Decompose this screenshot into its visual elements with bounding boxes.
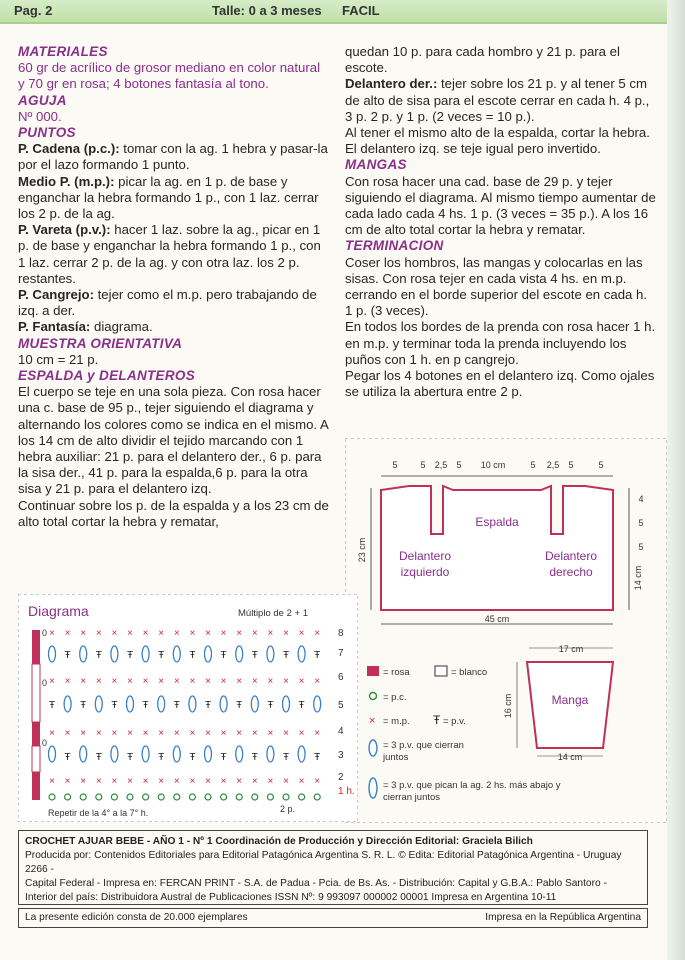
mp-symbol: × [298, 628, 305, 639]
legend-pv: = p.v. [443, 716, 466, 727]
mp-symbol: × [205, 776, 211, 787]
mp-symbol: × [236, 676, 243, 687]
mp-symbol: × [251, 776, 258, 787]
mp-symbol: × [158, 728, 165, 739]
legend-rosa: = rosa [383, 667, 410, 678]
label-23cm: 23 cm [357, 537, 367, 563]
label-espalda: Espalda [475, 515, 519, 529]
mp-symbol: × [142, 628, 149, 639]
mp-symbol: × [142, 676, 149, 687]
pv-symbol: Ŧ [173, 700, 180, 711]
pv-symbol: Ŧ [126, 650, 134, 661]
mp-symbol: × [49, 776, 55, 787]
garment-outline [381, 486, 613, 610]
mp-symbol: × [205, 676, 211, 687]
row-7: 7 [338, 648, 344, 659]
pv-symbol: Ŧ [158, 650, 165, 661]
pv-symbol: Ŧ [95, 752, 102, 763]
m-25a: 2,5 [434, 460, 448, 470]
legend-blanco-swatch [435, 666, 447, 676]
legend-cluster2-a: = 3 p.v. que pican la ag. 2 hs. más abajo y [383, 780, 561, 791]
pv-symbol: Ŧ [95, 650, 102, 661]
row-6: 6 [338, 672, 344, 683]
difficulty: FACIL [342, 3, 380, 18]
mp-symbol: × [111, 776, 118, 787]
credits-box [18, 830, 648, 905]
mp-symbol: × [173, 676, 180, 687]
pv-symbol: Ŧ [298, 700, 305, 711]
terminacion-1: Coser los hombros, las mangas y colocarlas en las sisas. Con rosa tejer en cada vista 4 hs. en m.p. cerrando en el borde superior del escote en cada h. 1 p. (3 veces). [345, 254, 648, 319]
pv-symbol: Ŧ [126, 752, 134, 763]
m-5a: 5 [392, 460, 398, 470]
mp-symbol: × [283, 628, 289, 639]
muestra-text: 10 cm = 21 p. [18, 351, 99, 367]
mp-symbol: × [127, 776, 133, 787]
label-manga: Manga [551, 693, 589, 707]
right-text-2: Al tener el mismo alto de la espalda, cortar la hebra. El delantero izq. se teje igual pero invertido. [345, 125, 650, 157]
materiales-text: 60 gr de acrílico de grosor mediano en color natural y 70 gr en rosa; 4 botones fantasía al tono. [18, 60, 321, 92]
label-r4: 4 [638, 494, 644, 504]
mp-symbol: × [251, 676, 258, 687]
label-del-izq-1: Delantero [398, 549, 452, 563]
mp-symbol: × [64, 728, 71, 739]
heading-aguja: AGUJA [18, 92, 67, 108]
mp-symbol: × [314, 676, 321, 687]
mp-symbol: × [298, 728, 305, 739]
mp-symbol: × [64, 628, 71, 639]
mp-symbol: × [158, 628, 165, 639]
delantero-der: Delantero der.: tejer sobre los 21 p. y al tener 5 cm de alto de sisa para el escote cerrar en cada h. 4 p., 3 p. 2 p. y 1 p. (2 veces = 10 p.). [345, 76, 650, 124]
mp-symbol: × [189, 776, 196, 787]
legend-pv-symbol: Ŧ [433, 713, 441, 727]
m-5c: 5 [456, 460, 462, 470]
row-4: 4 [338, 726, 344, 737]
mp-symbol: × [80, 628, 87, 639]
legend-cluster1-a: = 3 p.v. que cierran [383, 740, 464, 751]
label-r5b: 5 [638, 542, 644, 552]
header-bar [0, 0, 685, 24]
legend-rosa-swatch [367, 666, 379, 676]
pv-symbol: Ŧ [158, 752, 165, 763]
pv-symbol: Ŧ [204, 700, 212, 711]
mp-symbol: × [236, 628, 243, 639]
mp-symbol: × [236, 776, 243, 787]
mp-symbol: × [236, 728, 243, 739]
mp-symbol: × [158, 776, 165, 787]
left-column [18, 44, 330, 530]
terminacion-3: Pegar los 4 botones en el delantero izq. Como ojales se utiliza la abertura entre 2 p. [345, 368, 655, 400]
mp-symbol: × [173, 728, 180, 739]
mp-symbol: × [189, 628, 196, 639]
mp-symbol: × [267, 728, 274, 739]
legend-pc: = p.c. [383, 692, 407, 703]
color-bar-5 [32, 772, 40, 800]
footer-left: La presente edición consta de 20.000 ejemplares [25, 912, 248, 923]
label-del-der-1: Delantero [544, 549, 598, 563]
label-del-der-2: derecho [549, 565, 593, 579]
two-p-note: 2 p. [280, 804, 296, 814]
diagram-multiple: Múltiplo de 2 + 1 [238, 608, 308, 619]
mp-symbol: × [189, 728, 196, 739]
mp-symbol: × [111, 676, 118, 687]
legend-mp-symbol: × [369, 715, 376, 727]
right-column [345, 44, 657, 400]
pv-symbol: Ŧ [220, 650, 227, 661]
pv-symbol: Ŧ [236, 700, 243, 711]
left-0-c: 0 [42, 738, 48, 748]
label-45cm: 45 cm [484, 614, 510, 624]
pv-symbol: Ŧ [220, 752, 227, 763]
mangas-text: Con rosa hacer una cad. base de 29 p. y tejer siguiendo el diagrama. Al mismo tiempo aumentar de cada lado cada 4 hs. 1 p. (3 veces = 35 p.). A los 16 cm de alto total cortar la hebra y rematar. [345, 173, 656, 238]
stitch-mp: Medio P. (m.p.): picar la ag. en 1 p. de base y enganchar la hebra formando 1 p., con 1 laz. cerrar los 2 p. de la ag. [18, 173, 319, 222]
heading-mangas: MANGAS [345, 157, 407, 173]
pv-symbol: Ŧ [251, 752, 258, 763]
mp-symbol: × [314, 776, 321, 787]
m-10cm: 10 cm [480, 460, 506, 470]
pv-symbol: Ŧ [64, 650, 71, 661]
mp-symbol: × [95, 676, 102, 687]
mp-symbol: × [283, 728, 289, 739]
pv-symbol: Ŧ [314, 752, 321, 763]
mp-symbol: × [158, 676, 165, 687]
mp-symbol: × [189, 676, 196, 687]
mp-symbol: × [220, 728, 227, 739]
legend-cluster1-b: juntos [383, 752, 409, 763]
pv-symbol: Ŧ [142, 700, 149, 711]
label-m16: 16 cm [503, 693, 513, 719]
page-number: Pag. 2 [14, 3, 53, 18]
mp-symbol: × [95, 628, 102, 639]
left-0-b: 0 [42, 678, 48, 688]
stitch-pv: P. Vareta (p.v.): hacer 1 laz. sobre la ag., picar en 1 p. de base y enganchar la hebra formando 1 p., con 1 laz. cerrar 2 p. de la ag. y con otra laz. los 2 p. restantes. [18, 222, 321, 286]
mp-symbol: × [205, 628, 211, 639]
m-25b: 2,5 [546, 460, 560, 470]
legend-mp: = m.p. [383, 716, 410, 727]
mp-symbol: × [220, 776, 227, 787]
right-text-1: quedan 10 p. para cada hombro y 21 p. para el escote. [345, 44, 620, 76]
pv-symbol: Ŧ [267, 700, 274, 711]
top-measures [392, 460, 603, 470]
row-2: 2 [338, 772, 344, 783]
mp-symbol: × [64, 776, 71, 787]
heading-terminacion: TERMINACION [345, 238, 444, 254]
mp-symbol: × [127, 676, 133, 687]
credits-line-4: Interior del país: Distribuidora Austral de Publicaciones ISSN Nº: 9 993097 000002 00001 Impresa en Argentina 10-11 [25, 892, 557, 903]
left-0-a: 0 [42, 628, 48, 638]
footer-right: Impresa en la República Argentina [485, 912, 641, 923]
pv-symbol: Ŧ [282, 650, 290, 661]
stitch-fantasia: P. Fantasía: diagrama. [18, 319, 153, 335]
legend-pc-symbol [370, 693, 377, 700]
mp-symbol: × [220, 628, 227, 639]
repeat-note: Repetir de la 4° a la 7° h. [48, 808, 149, 818]
m-5d: 5 [530, 460, 536, 470]
mp-symbol: × [298, 676, 305, 687]
mp-symbol: × [142, 728, 149, 739]
legend-cluster1-symbol [369, 740, 377, 756]
aguja-text: Nº 000. [18, 108, 62, 124]
heading-muestra: MUESTRA ORIENTATIVA [18, 335, 183, 351]
mp-symbol: × [283, 676, 289, 687]
mp-symbol: × [80, 728, 87, 739]
mp-symbol: × [127, 728, 133, 739]
mp-symbol: × [173, 776, 180, 787]
mp-symbol: × [95, 776, 102, 787]
pv-symbol: Ŧ [80, 700, 87, 711]
color-bar-1 [32, 630, 40, 664]
pv-symbol: Ŧ [282, 752, 290, 763]
legend-cluster2-b: cierran juntos [383, 792, 441, 803]
mp-symbol: × [111, 628, 118, 639]
page-edge [667, 0, 685, 960]
mp-symbol: × [80, 676, 87, 687]
mp-symbol: × [251, 728, 258, 739]
stitch-pc: P. Cadena (p.c.): tomar con la ag. 1 hebra y pasar-la por el lazo formando 1 punto. [18, 141, 328, 173]
espalda-text-2: Continuar sobre los p. de la espalda y a los 23 cm de alto total cortar la hebra y rematar, [18, 497, 329, 529]
mp-symbol: × [127, 628, 133, 639]
mp-symbol: × [314, 628, 321, 639]
color-bar-4 [32, 746, 40, 772]
heading-materiales: MATERIALES [18, 44, 108, 59]
espalda-text-1: El cuerpo se teje en una sola pieza. Con rosa hacer una c. base de 95 p., tejer siguiendo el diagrama y alternando los colores como se indica en el mismo. A los 14 cm de alto dividir el tejido marcando con 1 hebra auxiliar: 21 p. para el delantero der., 6 p. para la sisa der., 41 p. para la espalda,6 p. para la otra sisa y 21 p. para el delantero izq. [18, 384, 329, 497]
mp-symbol: × [220, 676, 227, 687]
mp-symbol: × [205, 728, 211, 739]
garment-schematic [345, 438, 667, 823]
row-8: 8 [338, 628, 344, 639]
mp-symbol: × [298, 776, 305, 787]
m-5e: 5 [568, 460, 574, 470]
mp-symbol: × [49, 676, 55, 687]
pv-symbol: Ŧ [314, 650, 321, 661]
stitch-diagram [18, 594, 358, 822]
label-r5a: 5 [638, 518, 644, 528]
terminacion-2: En todos los bordes de la prenda con rosa hacer 1 h. en m.p. y terminar toda la prenda incluyendo los puños con 1 h. en p cangrejo. [345, 319, 656, 367]
label-del-izq-2: izquierdo [400, 565, 450, 579]
mp-symbol: × [142, 776, 149, 787]
color-bar-2 [32, 664, 40, 722]
footer-box [18, 908, 648, 928]
mp-symbol: × [267, 776, 274, 787]
credits-line-1: CROCHET AJUAR BEBE - AÑO 1 - Nº 1 Coordinación de Producción y Dirección Editorial: Graciela Bilich [25, 836, 533, 847]
row-5: 5 [338, 700, 344, 711]
label-m17: 17 cm [558, 644, 584, 654]
stitch-cangrejo: P. Cangrejo: tejer como el m.p. pero trabajando de izq. a der. [18, 287, 317, 319]
mp-symbol: × [173, 628, 180, 639]
m-5f: 5 [598, 460, 604, 470]
label-m14: 14 cm [557, 752, 583, 762]
row-3: 3 [338, 750, 344, 761]
mp-symbol: × [314, 728, 321, 739]
pv-symbol: Ŧ [48, 700, 56, 711]
m-5b: 5 [420, 460, 426, 470]
credits-line-3: Capital Federal - Impresa en: FERCAN PRINT - S.A. de Padua - Pcia. de Bs. As. - Distribución: Capital y G.B.A.: Pablo Santoro - [25, 878, 607, 889]
pv-symbol: Ŧ [251, 650, 258, 661]
size-label: Talle: 0 a 3 meses [212, 3, 322, 18]
heading-puntos: PUNTOS [18, 125, 76, 141]
color-bar-3 [32, 722, 40, 746]
mp-symbol: × [49, 728, 55, 739]
mp-symbol: × [111, 728, 118, 739]
mp-symbol: × [267, 628, 274, 639]
pv-symbol: Ŧ [111, 700, 118, 711]
mp-symbol: × [80, 776, 87, 787]
pv-symbol: Ŧ [189, 650, 196, 661]
credits-line-2: Producida por: Contenidos Editoriales para Editorial Patagónica Argentina S. R. L. © Edita: Editorial Patagónica Argentina - Uruguay 2266 - [25, 850, 622, 875]
mp-symbol: × [267, 676, 274, 687]
diagram-title: Diagrama [28, 603, 89, 619]
heading-espalda: ESPALDA y DELANTEROS [18, 368, 196, 384]
label-r14: 14 cm [633, 565, 643, 591]
mp-symbol: × [49, 628, 55, 639]
pv-symbol: Ŧ [64, 752, 71, 763]
legend-blanco: = blanco [451, 667, 488, 678]
mp-symbol: × [283, 776, 289, 787]
mp-symbol: × [95, 728, 102, 739]
mp-symbol: × [64, 676, 71, 687]
pv-symbol: Ŧ [189, 752, 196, 763]
row-1: 1 h. [338, 786, 355, 797]
legend-cluster2-symbol [369, 778, 377, 798]
mp-symbol: × [251, 628, 258, 639]
